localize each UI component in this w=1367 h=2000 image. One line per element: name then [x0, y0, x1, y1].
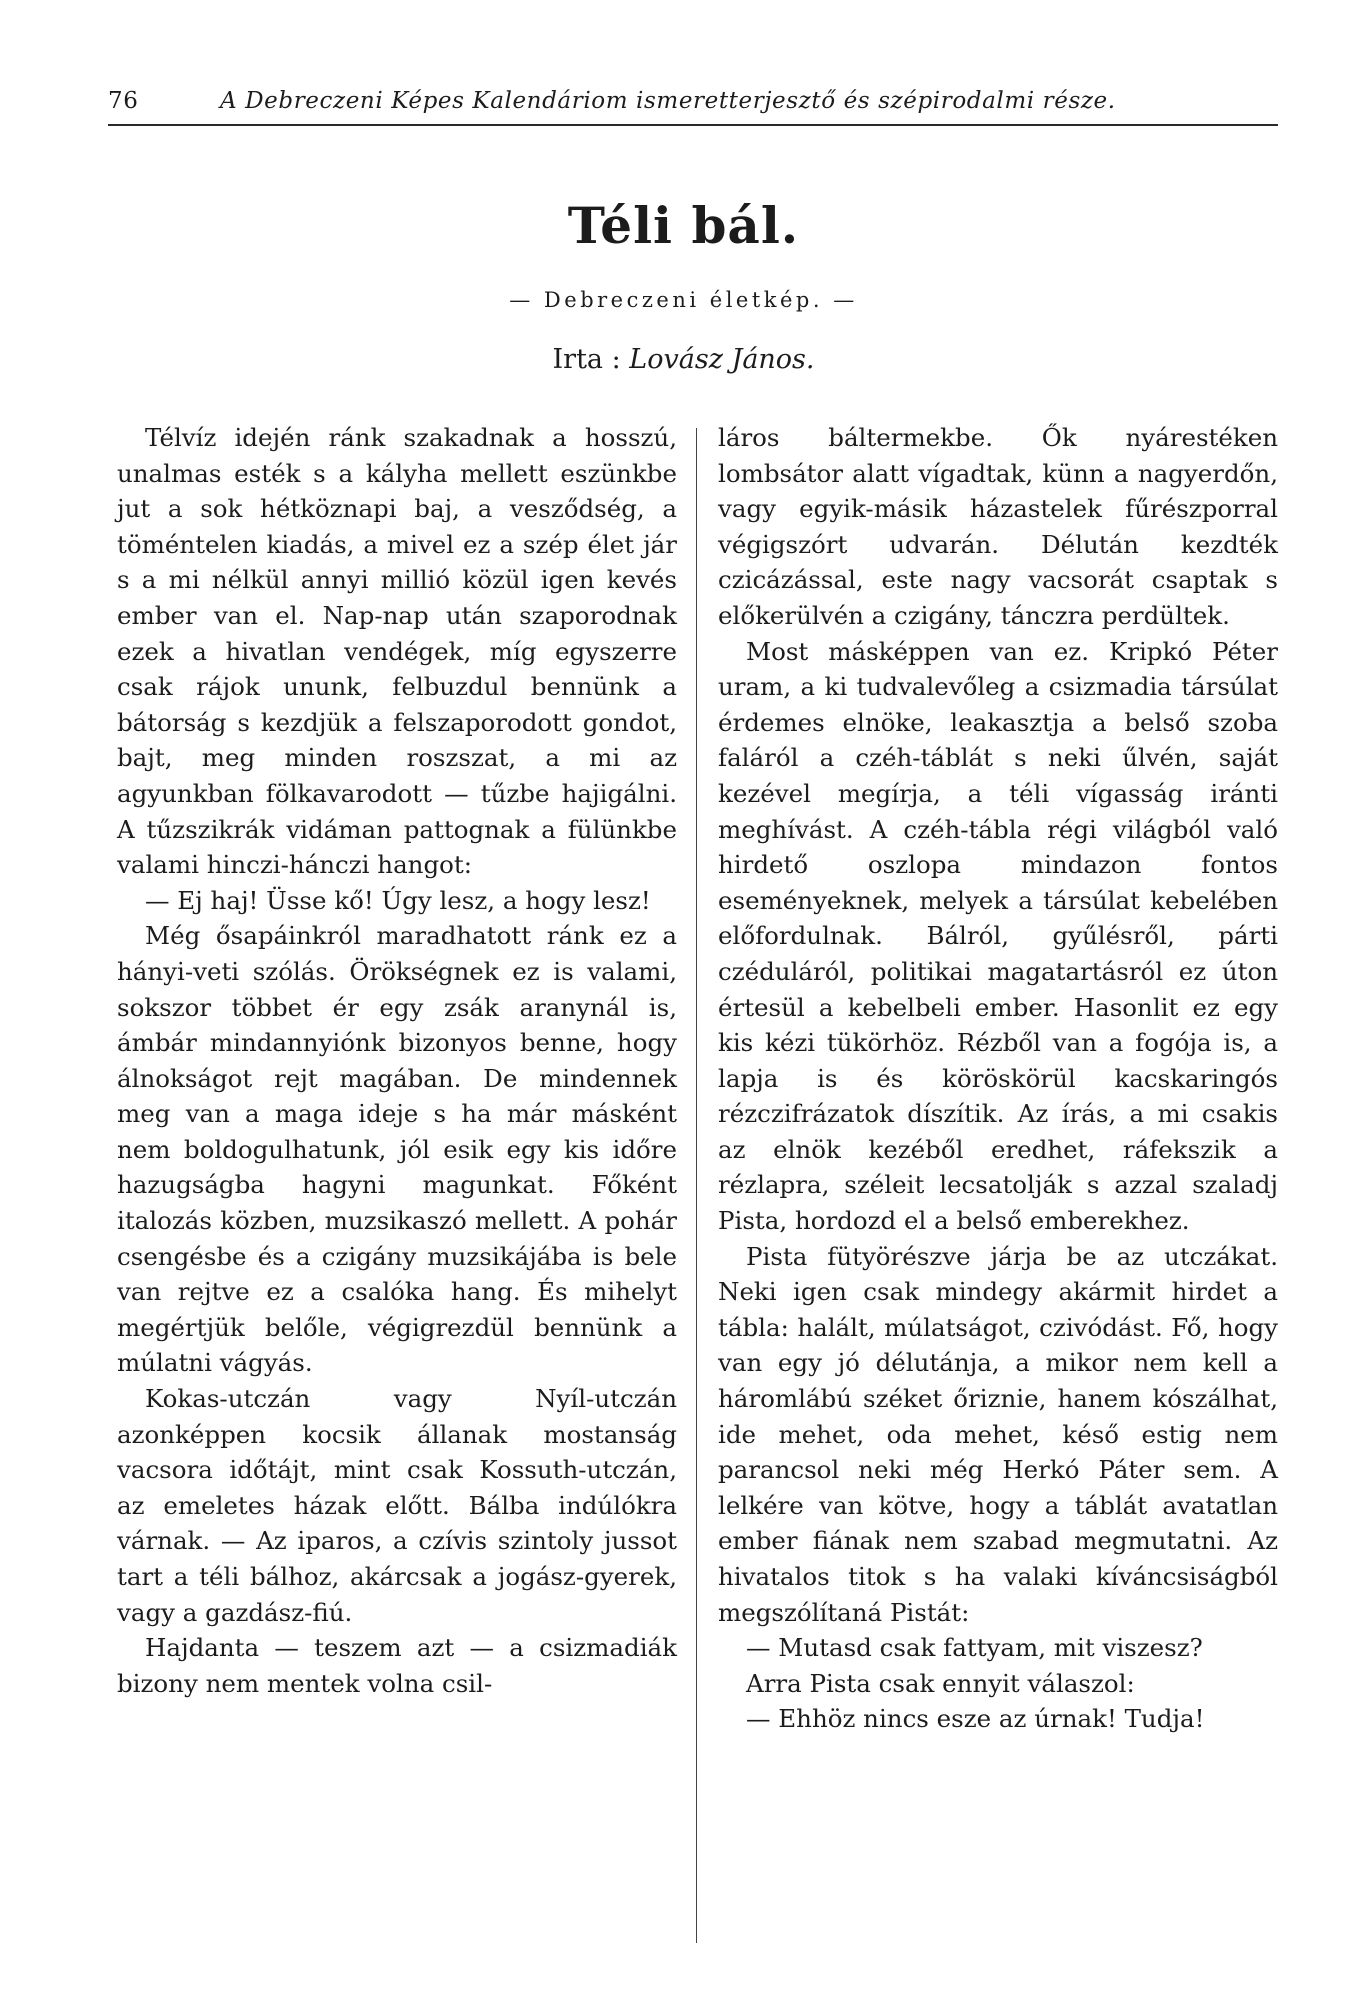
- left-column: [117, 420, 677, 1701]
- paragraph: Télvíz idején ránk szakadnak a hosszú, unalmas esték s a kályha mellett eszünkbe jut a sok hétköznapi baj, a vesződség, a töméntelen kiadás, a mivel ez a szép élet jár s a mi nélkül annyi millió közül igen kevés ember van el. Nap-nap után szaporodnak ezek a hivatlan vendégek, míg egyszerre csak rájok ununk, felbuzdul bennünk a bátorság s kezdjük a felszaporodott gondot, bajt, meg minden roszszat, a mi az agyunkban fölkavarodott — tűzbe hajigálni. A tűzszikrák vidáman pattognak a fülünkbe valami hinczi-hánczi hangot:: [117, 423, 677, 880]
- right-column: [718, 420, 1278, 1737]
- paragraph: Most másképpen van ez. Kripkó Péter uram, a ki tudvalevőleg a csizmadia társúlat érdemes elnöke, leakasztja a belső szoba faláról a czéh-táblát s neki űlvén, saját kezével megírja, a téli vígasság iránti meghívást. A czéh-tábla régi világból való hirdető oszlopa mindazon fontos eseményeknek, melyek a társúlat kebelében előfordulnak. Bálról, gyűlésről, párti czéduláról, politikai magatartásról ez úton értesül a kebelbeli ember. Hasonlit ez egy kis kézi tükörhöz. Rézből van a fogója is, a lapja is és köröskörül kacskaringós rézczifrázatok díszítik. Az írás, a mi csakis az elnök kezéből eredhet, ráfekszik a rézlapra, széleit lecsatolják s azzal szaladj Pista, hordozd el a belső emberekhez.: [718, 636, 1278, 1236]
- paragraph: Hajdanta — teszem azt — a csizmadiák bizony nem mentek volna csil-: [117, 1633, 677, 1698]
- paragraph: Kokas-utczán vagy Nyíl-utczán azonképpen kocsik állanak mostanság vacsora időtájt, mint csak Kossuth-utczán, az emeletes házak előtt. Bálba indúlókra várnak. — Az iparos, a czívis szintoly jussot tart a téli bálhoz, akárcsak a jogász-gyerek, vagy a gazdász-fiú.: [117, 1384, 677, 1627]
- article-title: Téli bál.: [567, 196, 800, 255]
- column-divider: [696, 428, 697, 1943]
- paragraph: Még ősapáinkról maradhatott ránk ez a hányi-veti szólás. Örökségnek ez is valami, sokszor többet ér egy zsák aranynál is, ámbár mindannyiónk bizonyos benne, hogy álnokságot rejt magában. De mindennek meg van a maga ideje s ha már másként nem boldogulhatunk, jól esik egy kis időre hazugságba hagyni magunkat. Főként italozás közben, muzsikaszó mellett. A pohár csengésbe és a czigány muzsikájába is bele van rejtve ez a csalóka hang. És mihelyt megértjük belőle, végigrezdül bennünk a múlatni vágyás.: [117, 921, 677, 1378]
- running-head: [108, 88, 1278, 124]
- running-title: A Debreczeni Képes Kalendáriom ismeretterjesztő és szépirodalmi része.: [220, 88, 1116, 114]
- paragraph: Pista fütyörészve járja be az utczákat. Neki igen csak mindegy akármit hirdet a tábla: halált, múlatságot, czivódást. Fő, hogy van egy jó délutánja, a mikor nem kell a háromlábú széket őriznie, hanem kószálhat, ide mehet, oda mehet, késő estig nem parancsol neki még Herkó Páter sem. A lelkére van kötve, hogy a táblát avatatlan ember fiának nem szabad megmutatni. Az hivatalos titok s ha valaki kíváncsiságból megszólítaná Pistát:: [718, 1241, 1278, 1627]
- page-number: 76: [108, 88, 139, 114]
- author-name: Lovász János.: [629, 344, 815, 375]
- dialog-line: — Ehhöz nincs esze az úrnak! Tudja!: [746, 1704, 1205, 1734]
- header-rule: [108, 124, 1278, 126]
- dialog-line: — Mutasd csak fattyam, mit viszesz?: [746, 1633, 1203, 1663]
- dialog-line: — Ej haj! Üsse kő! Úgy lesz, a hogy lesz!: [145, 885, 651, 915]
- paragraph: Arra Pista csak ennyit válaszol:: [746, 1668, 1135, 1698]
- byline: [0, 344, 1367, 375]
- article-subtitle: — Debreczeni életkép. —: [509, 288, 858, 312]
- paragraph: láros báltermekbe. Ők nyárestéken lombsátor alatt vígadtak, künn a nagyerdőn, vagy egyik-másik házastelek fűrészporral végigszórt udvarán. Délután kezdték czicázással, este nagy vacsorát csaptak s előkerülvén a czigány, tánczra perdültek.: [718, 423, 1278, 630]
- byline-prefix: Irta :: [552, 344, 621, 375]
